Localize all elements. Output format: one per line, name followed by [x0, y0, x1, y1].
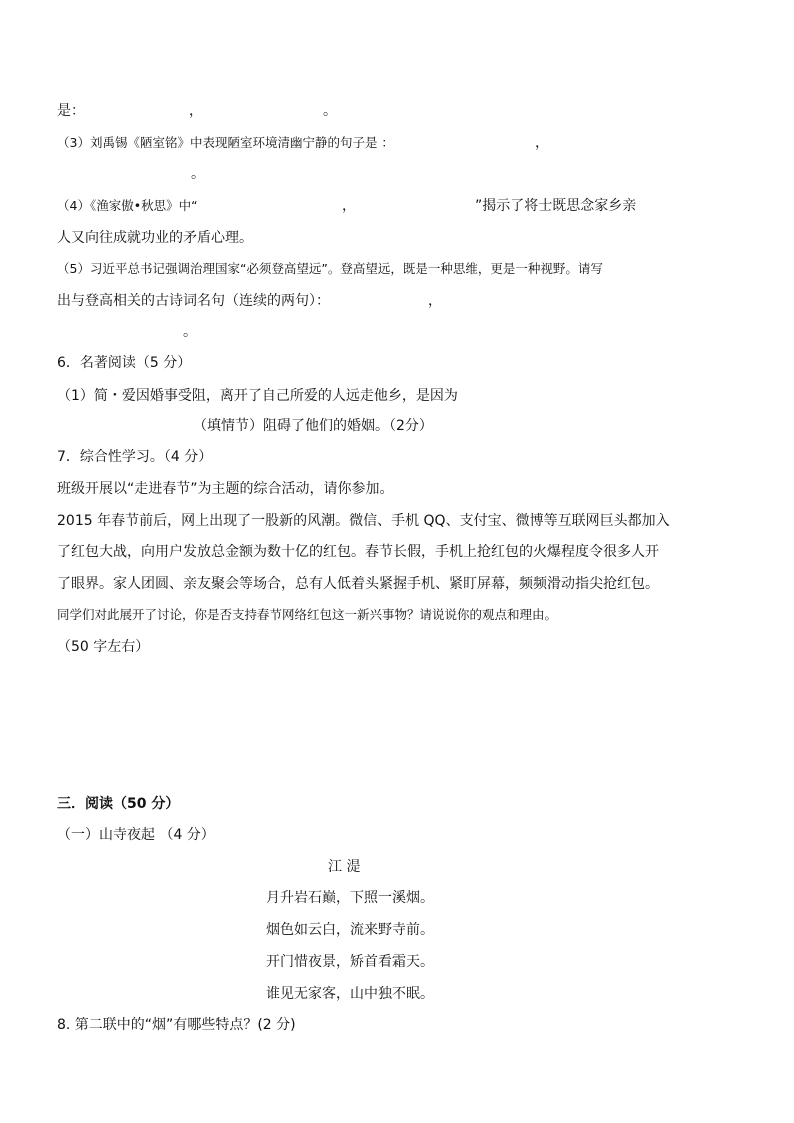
poem-author: 江 湜 — [328, 859, 361, 875]
q5-line1-period: 。 — [323, 103, 337, 119]
q5-sub3-period: 。 — [191, 166, 205, 182]
section3-title: 三．阅读（50 分） — [57, 796, 180, 812]
q7-paragraph-line: 2015 年春节前后，网上出现了一股新的风潮。微信、手机 QQ、支付宝、微博等互联网巨头都加入 — [57, 513, 670, 529]
q5-sub3-text: （3）刘禹锡《陋室铭》中表现陋室环境清幽宁静的句子是 ： — [57, 135, 394, 150]
q7-intro: 班级开展以“走进春节”为主题的综合活动，请你参加。 — [57, 481, 394, 497]
q6-sub1-text-b: （填情节）阻碍了他们的婚姻。（2分） — [193, 418, 433, 434]
q6-sub1-text-a: （1）简・爱因婚事受阻，离开了自己所爱的人远走他乡，是因为 — [57, 388, 458, 404]
poem-line: 月升岩石巅，下照一溪烟。 — [266, 890, 434, 906]
q5-sub4-text-c: 人又向往成就功业的矛盾心理。 — [57, 230, 253, 246]
q5-sub5-period: 。 — [183, 324, 197, 340]
q5-sub4-comma: ， — [342, 198, 356, 214]
q5-sub5-text-b: 出与登高相关的古诗词名句（连续的两句）： — [57, 293, 330, 309]
q6-title: 6．名著阅读（5 分） — [57, 355, 192, 371]
q5-sub5-text-a: （5）习近平总书记强调治理国家“必须登高望远”。登高望远，既是一种思维，更是一种视野。请写 — [57, 261, 603, 276]
poem-line: 烟色如云白，流来野寺前。 — [266, 922, 434, 938]
question-8: 8. 第二联中的“烟”有哪些特点？(2 分) — [57, 1017, 296, 1033]
q5-sub4-text-b: ”揭示了将士既思念家乡亲 — [475, 198, 637, 214]
q7-title: 7．综合性学习。（4 分） — [57, 449, 213, 465]
q7-word-limit: （50 字左右） — [57, 639, 150, 655]
q5-line1-prefix: 是： — [57, 103, 85, 119]
q5-line1-comma: ， — [189, 103, 203, 119]
q7-question: 同学们对此展开了讨论，你是否支持春节网络红包这一新兴事物？请说说你的观点和理由。 — [57, 607, 558, 622]
poem-line: 谁见无家客，山中独不眠。 — [266, 986, 434, 1002]
q7-paragraph-line: 了红包大战，向用户发放总金额为数十亿的红包。春节长假，手机上抢红包的火爆程度令很多人开 — [57, 544, 659, 560]
poem-line: 开门惜夜景，矫首看霜天。 — [266, 954, 434, 970]
section3-part1-title: （一）山寺夜起 （4 分） — [57, 827, 215, 843]
q5-sub5-comma: ， — [428, 293, 442, 309]
q5-sub3-comma: ， — [535, 135, 549, 151]
q7-paragraph-line: 了眼界。家人团圆、亲友聚会等场合，总有人低着头紧握手机、紧盯屏幕，频频滑动指尖抢红包。 — [57, 576, 659, 592]
q5-sub4-text-a: （4）《渔家傲•秋思》中“ — [57, 198, 198, 213]
